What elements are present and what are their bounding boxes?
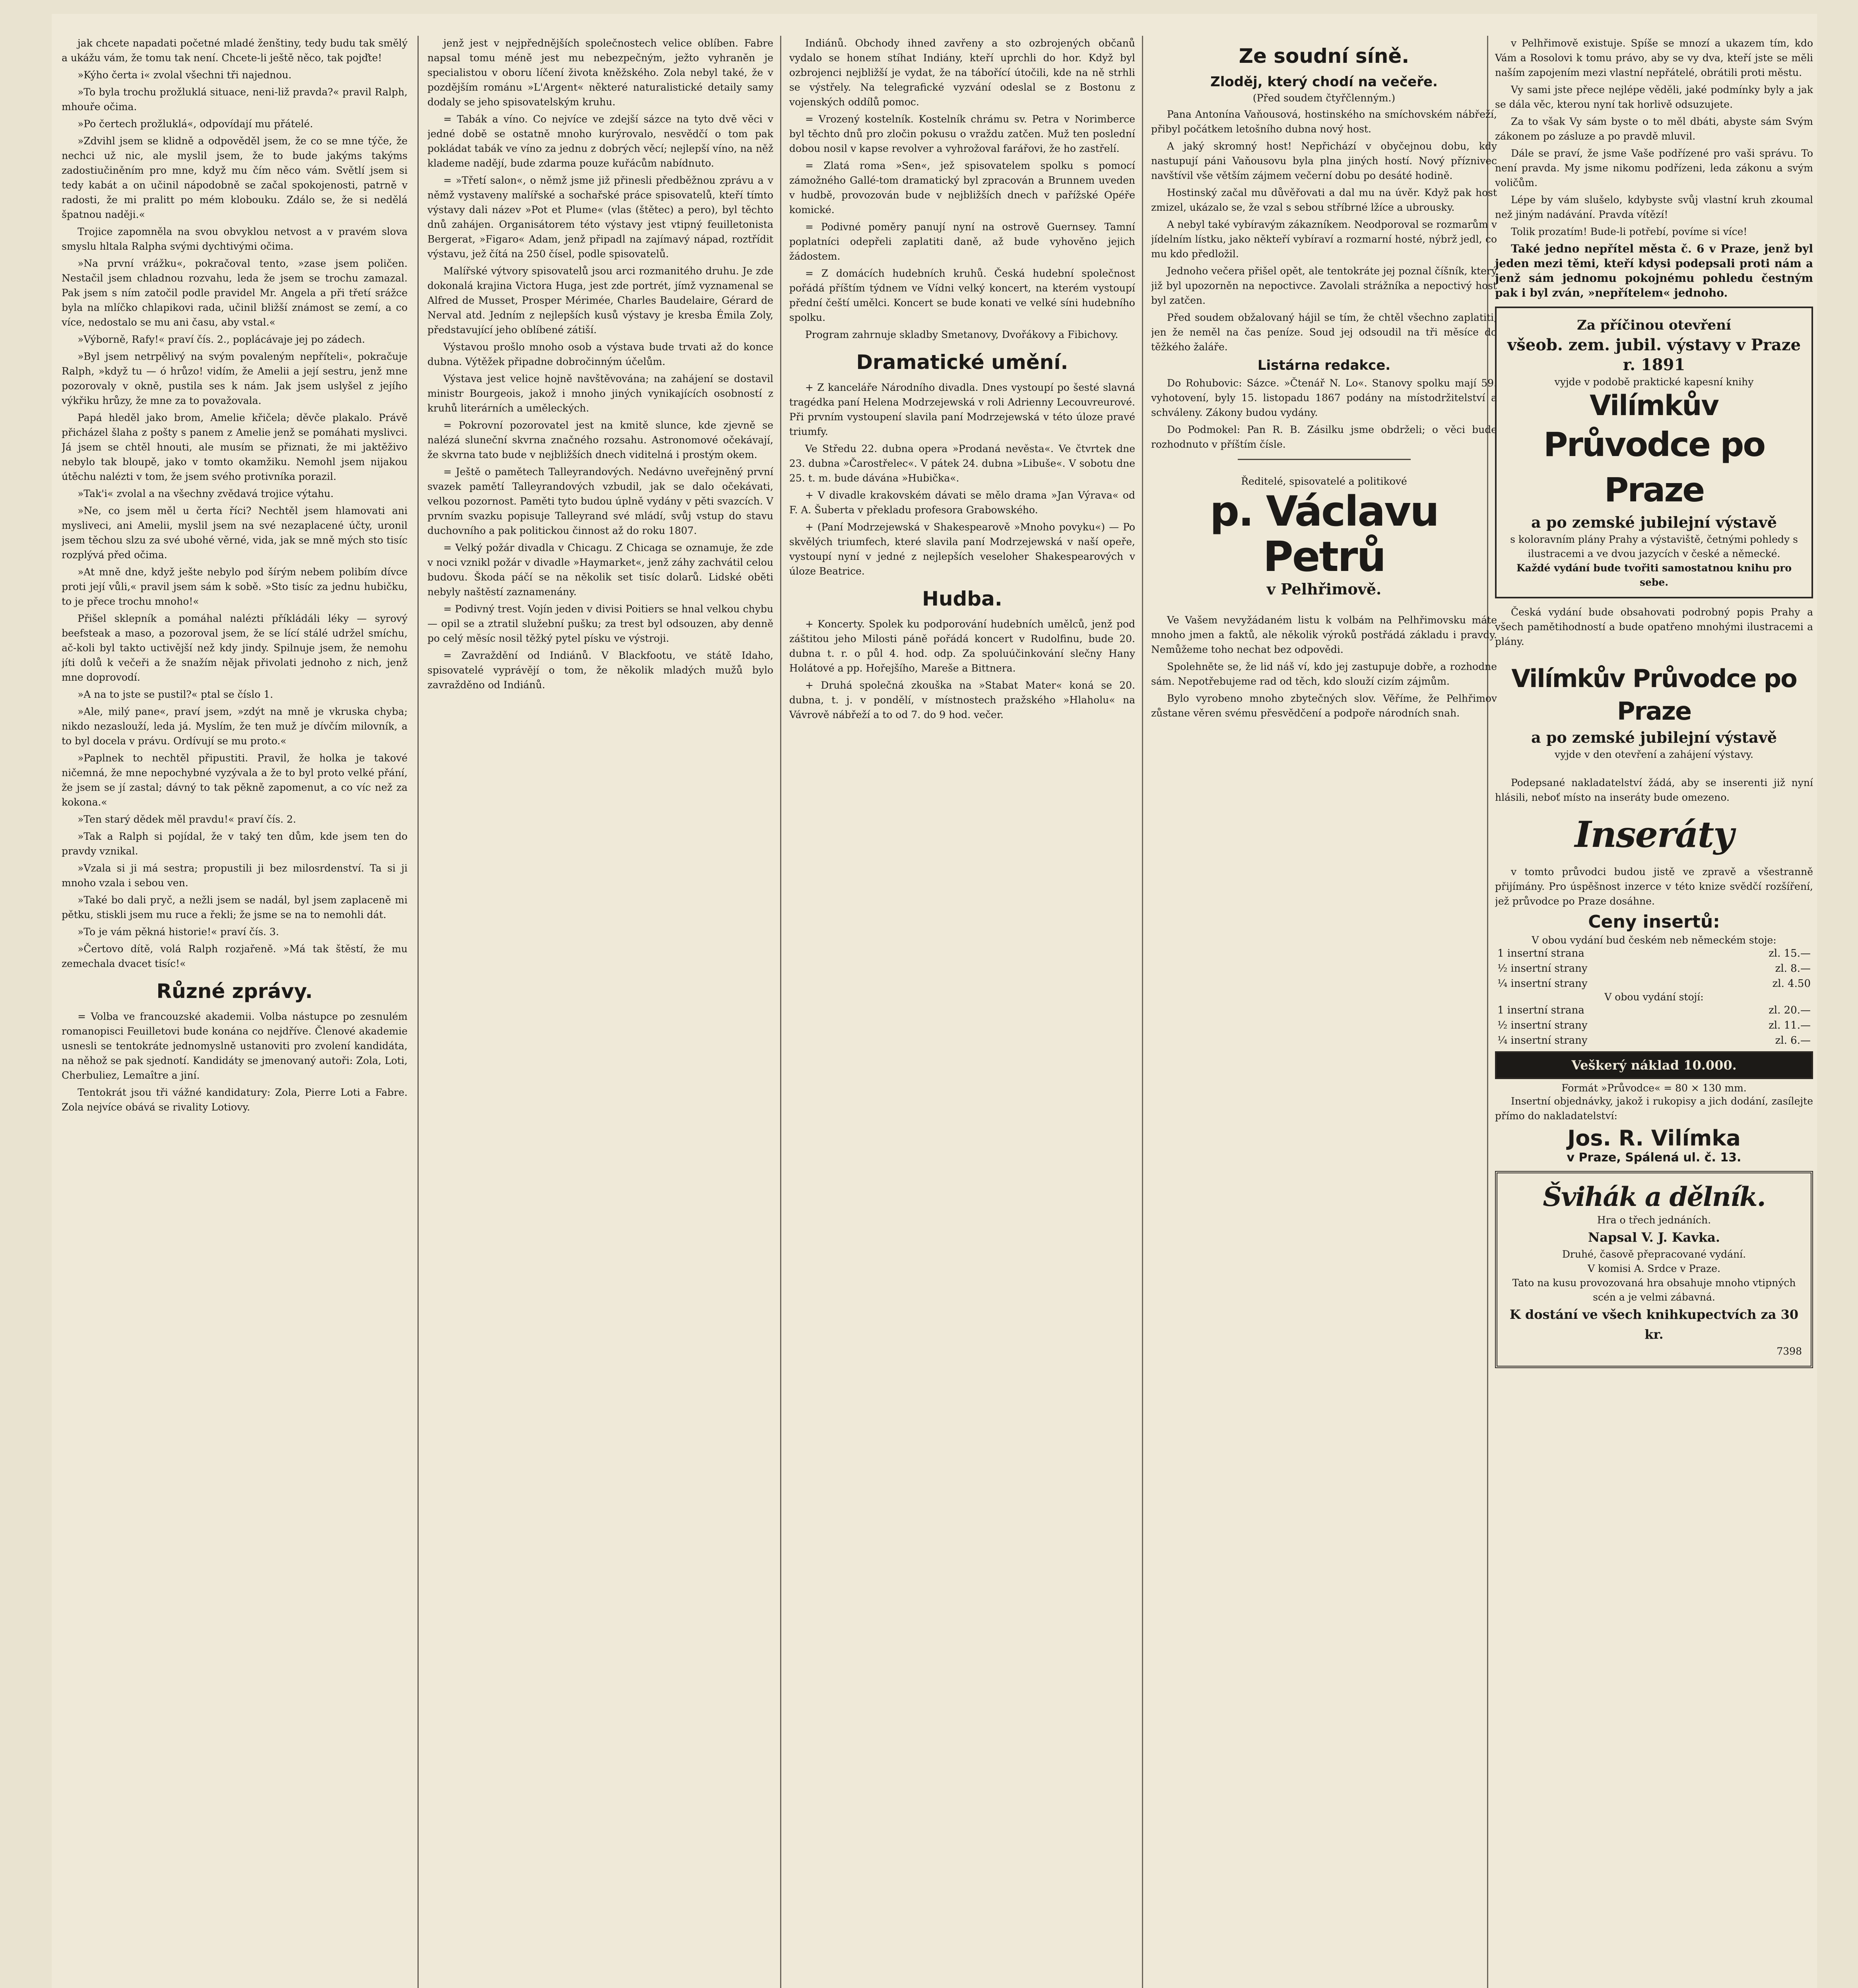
ad-line: Průvodce po Praze <box>1543 425 1765 509</box>
paragraph: = Zavraždění od Indiánů. V Blackfootu, ve státě Idaho, spisovatelé vyprávějí o tom, že několik mladých mužů bylo zavražděno od Indiánů. <box>427 650 773 691</box>
paragraph: Dále se praví, že jsme Vaše podřízené pro vaši správu. To není pravda. My jsme nikomu podřízeni, leda zákonu a svým voličům. <box>1495 148 1813 188</box>
paragraph: »Tak'i« zvolal a na všechny zvědavá trojice výtahu. <box>78 488 334 499</box>
book-title: Švihák a dělník. <box>1543 1181 1765 1212</box>
letter-item: Do Podmokel: Pan R. B. Zásilku jsme obdrželi; o věci bude rozhodnuto v příštím čísle. <box>1151 424 1497 450</box>
paragraph: »Vzala si ji má sestra; propustili ji bez milosrdenství. Ta si ji mnoho vzala i sebou ven. <box>62 862 408 889</box>
paragraph: = Podivný trest. Vojín jeden v divisi Poitiers se hnal velkou chybu — opil se a ztratil služební pušku; za trest byl odsouzen, aby denně po celý měsíc nosil těžký pytel písku ve výstroji. <box>427 603 773 644</box>
ad-line: a po zemské jubilejní výstavě <box>1531 513 1777 531</box>
article-title: Zloděj, který chodí na večeře. <box>1210 74 1438 90</box>
paragraph: = Podivné poměry panují nyní na ostrově Guernsey. Tamní poplatníci odepřeli zaplatiti daně, až bude vyhověno jejich žádostem. <box>789 221 1135 262</box>
column-1 <box>62 36 408 1988</box>
publisher-address: v Praze, Spálená ul. č. 13. <box>1567 1151 1742 1165</box>
column-3 <box>789 36 1135 1988</box>
paragraph: = Ještě o pamětech Talleyrandových. Nedávno uveřejněný první svazek pamětí Talleyrandových vzbudil, jak se dalo očekávati, velkou pozornost. Paměti tyto budou úplně vydány v pěti svazcích. V prvním svazku popisuje Talleyrand své mládí, svůj vstup do stavu duchovního a pak politickou činnost až do roku 1807. <box>427 466 773 536</box>
section-title-soudni-sin: Ze soudní síně. <box>1239 45 1410 68</box>
paragraph: »Po čertech prožluklá«, odpovídají mu přátelé. <box>78 118 313 130</box>
paragraph: Malířské výtvory spisovatelů jsou arci rozmanitého druhu. Je zde dokonalá krajina Victora Huga, jest zde portrét, jímž vyznamenal se Alfred de Musset, Prosper Mérimée, Charles Baudelaire, Gérard de Nerval atd. Jedním z nejlepších kusů výstavy je kresba Émila Zoly, představující jeho oblíbené zátiší. <box>427 265 773 336</box>
paragraph: Insertní objednávky, jakož i rukopisy a jich dodání, zasílejte přímo do nakladatelství: <box>1495 1095 1813 1122</box>
prices-subtitle: V obou vydání stojí: <box>1604 991 1704 1003</box>
paragraph: Lépe by vám slušelo, kdybyste svůj vlastní kruh zkoumal než jiným nadávání. Pravda vítězí! <box>1495 194 1813 220</box>
column-2 <box>427 36 773 1988</box>
paragraph: Ve Vašem nevyžádaném listu k volbám na Pelhřimovsku máte mnoho jmen a faktů, ale několik výroků postřádá základu i pravdy. Nemůžeme toho nechat bez odpovědi. <box>1151 614 1497 655</box>
table-row: ¼ insertní strany zl. 6.— <box>1497 1035 1811 1046</box>
section-title-ruzne-zpravy: Různé zprávy. <box>156 980 313 1003</box>
book-line: K dostání ve všech knihkupectvích za 30 kr. <box>1509 1307 1799 1342</box>
paragraph: Papá hleděl jako brom, Amelie křičela; děvče plakalo. Právě přicházel šlaha z pošty s panem z Amelie jenž se pomáhati myslivci. Já jsem se chtěl hnouti, ale musím se přiznati, že mi jaktěživo nebylo tak bloupě, jako v tomto okamžiku. Nemohl jsem nijakou útěchu nalézti v tom, že jsem svého protivníka porazil. <box>62 412 408 482</box>
news-item: = Volba ve francouzské akademii. Volba nástupce po zesnulém romanopisci Feuilletovi bude konána co nejdříve. Členové akademie usnesli se tentokráte jednomyslně ustanoviti pro zvolení kandidáta, na něhož se pak sjednotí. Kandidáty se jmenovaný autoři: Zola, Loti, Cherbuliez, Lemaître a jiní. <box>62 1011 408 1081</box>
paragraph: Vy sami jste přece nejlépe věděli, jaké podmínky byly a jak se dála věc, kterou nyní tak horlivě odsuzujete. <box>1495 84 1813 110</box>
section-title-dramaticke-umeni: Dramatické umění. <box>856 351 1068 374</box>
paragraph: Pana Antonína Vaňousová, hostinského na smíchovském nábřeží, přibyl počátkem letošního dubna nový host. <box>1151 109 1497 135</box>
ad-top-line: Ředitelé, spisovatelé a politikové <box>1241 476 1407 487</box>
book-line: Tato na kusu provozovaná hra obsahuje mnoho vtipných scén a je velmi zábavná. <box>1512 1277 1796 1303</box>
paragraph: = Zlatá roma »Sen«, jež spisovatelem spolku s pomocí zámožného Gallé-tom dramatický byl zpracován a Brunnem uveden v hudbě, provozován bude v nejbližších dnech v pařížské Opéře komické. <box>789 160 1135 215</box>
divider <box>1238 459 1411 460</box>
format-note: Formát »Průvodce« = 80 × 130 mm. <box>1561 1082 1747 1094</box>
paragraph: »Výborně, Rafy!« praví čís. 2., poplácávaje jej po zádech. <box>78 334 365 345</box>
column-rule <box>780 36 781 1988</box>
ad-line: Za příčinou otevření <box>1577 317 1731 333</box>
column-rule <box>417 36 419 1988</box>
paragraph: = Tabák a víno. Co nejvíce ve zdejší sázce na tyto dvě věci v jedné době se ostatně mnoho kurýrovalo, nesvědčí o tom pak pokládat tabák ve víno za jednu z dobrých věcí; nejlepší víno, na něž klademe nadějí, bude zdarma pouze kuřácům nabídnuto. <box>427 113 773 169</box>
paragraph: Česká vydání bude obsahovati podrobný popis Prahy a všech pamětihodností a bude opatřeno mnohými ilustracemi a plány. <box>1495 606 1813 647</box>
paragraph: »Ne, co jsem měl u čerta říci? Nechtěl jsem hlamovati ani mysliveci, ani Amelii, myslil jsem na své nezaplacené účty, uronil jsem těchou slzu za své ubohé věrné, vida, jak se mně mých sto tisíc rozplývá před očima. <box>62 505 408 561</box>
prices-title: Ceny insertů: <box>1588 912 1720 932</box>
paragraph: Podepsané nakladatelství žádá, aby se inserenti již nyní hlásili, neboť místo na inseráty bude omezeno. <box>1495 777 1813 803</box>
paragraph: »Byl jsem netrpělivý na svým povaleným nepříteli«, pokračuje Ralph, »když tu — ó hrůzo! vidím, že Amelii a její sestru, jenž mne pozorovaly v okně, pustila ses k nám. Jak jsem uslyšel z jejího výkřiku hrůzy, že mne za to považovala. <box>62 351 408 406</box>
guide-ad-2 <box>1495 655 1813 769</box>
paragraph: Spolehněte se, že lid náš ví, kdo jej zastupuje dobře, a rozhodne sám. Nepotřebujeme rad od těch, kdo slouží cizím zájmům. <box>1151 661 1497 687</box>
table-row: ½ insertní strany zl. 8.— <box>1497 963 1811 975</box>
paragraph: Jednoho večera přišel opět, ale tentokráte jej poznal číšník, který již byl upozorněn na nepoctivce. Zavolali strážníka a nepoctivý host byl zatčen. <box>1151 265 1497 306</box>
prices-subtitle: V obou vydání bud českém neb německém stoje: <box>1532 934 1776 946</box>
ad-line: Vilímkův <box>1590 389 1718 422</box>
ad-line: všeob. zem. jubil. výstavy v Praze r. 1891 <box>1507 336 1801 374</box>
ad-number: 7398 <box>1776 1345 1802 1357</box>
music-item: + Koncerty. Spolek ku podporování hudebních umělců, jenž pod záštitou jeho Milosti páně pořádá koncert v Rudolfinu, bude 20. dubna t. r. o půl 4. hod. odp. Za spoluúčinkování slečny Hany Holátové a pp. Hořejšího, Mareše a Bittnera. <box>789 618 1135 674</box>
paragraph: »A na to jste se pustil?« ptal se číslo 1. <box>78 689 273 700</box>
drama-item: + V divadle krakovském dávati se mělo drama »Jan Výrava« od F. A. Šuberta v překladu profesora Grabowského. <box>789 489 1135 516</box>
paragraph: Přišel sklepník a pomáhal nalézti příkládáli léky — syrový beefsteak a maso, a pozoroval jsem, že se lící stálé udržel smíchu, ač-koli byl takto uctivější než kdy jindy. Spilnuje jsem, že nemohu jíti dolů k večeři a že snažím nějak přivolati jednoho z nich, jenž mne doprovodí. <box>62 613 408 683</box>
publisher-name: Jos. R. Vilímka <box>1567 1126 1741 1151</box>
ad-name: p. Václavu Petrů <box>1210 487 1439 581</box>
column-rule <box>1142 36 1143 1988</box>
table-row: ¼ insertní strany zl. 4.50 <box>1497 978 1811 990</box>
paragraph: = Pokrovní pozorovatel jest na kmitě slunce, kde zjevně se nalézá sluneční skvrna značného rozsahu. Astronomové očekávají, že skvrna tato bude v nejbližších dnech viditelná i prostým okem. <box>427 419 773 460</box>
column-5 <box>1495 36 1813 1988</box>
article-subtitle: (Před soudem čtyřčlenným.) <box>1252 92 1396 104</box>
ad-line: vyjde v podobě praktické kapesní knihy <box>1554 376 1754 388</box>
table-row: 1 insertní strana zl. 20.— <box>1497 1004 1811 1016</box>
column-4 <box>1151 36 1497 1988</box>
paragraph: v Pelhřimově existuje. Spíše se mnozí a ukazem tím, kdo Vám a Rosolovi k tomu právo, aby se vy dva, kteří jste se měli naším zapojením mezi vlastní nepřátelé, obrátili proti městu. <box>1495 37 1813 78</box>
paragraph: Hostinský začal mu důvěřovati a dal mu na úvěr. Když pak host zmizel, ukázalo se, že vzal s sebou stříbrné lžíce a ubrousky. <box>1151 187 1497 213</box>
paragraph: Výstavou prošlo mnoho osob a výstava bude trvati až do konce dubna. Výtěžek připadne dobročinným účelům. <box>427 341 773 367</box>
inserts-heading <box>1495 811 1813 858</box>
paragraph: »Čertovo dítě, volá Ralph rozjařeně. »Má tak štěstí, že mu zemechala dvacet tisíc!« <box>62 943 408 969</box>
paragraph: = »Třetí salon«, o němž jsme již přinesli předběžnou zprávu a v němž vystaveny malířské a sochařské práce spisovatelů, kteří tímto výstavy dali název »Pot et Plume« (vlas (štětec) a pero), byl těchto dnů zahájen. Organisátorem této výstavy jest vtipný feuilletonista Bergerat, »Figaro« Adam, jenž připadl na zajímavý nápad, roztřídit výstavu, jež čítá na 250 čísel, podle spisovatelů. <box>427 175 773 260</box>
paragraph: »Ten starý dědek měl pravdu!« praví čís. 2. <box>78 813 296 825</box>
paragraph: jak chcete napadati početné mladé ženštiny, tedy budu tak smělý a ukážu vám, že tomu tak není. Chcete-li ještě něco, tak pojďte! <box>62 37 408 64</box>
ad-place: v Pelhřimově. <box>1266 580 1382 598</box>
book-ad <box>1495 1171 1813 1368</box>
ad-line: a po zemské jubilejní výstavě <box>1531 728 1777 746</box>
book-line: Hra o třech jednáních. <box>1597 1214 1711 1226</box>
section-title-listarna: Listárna redakce. <box>1257 357 1391 373</box>
open-letter-ad <box>1151 467 1497 606</box>
music-item: + Druhá společná zkouška na »Stabat Mater« koná se 20. dubna, t. j. v pondělí, v místnostech pražského »Hlaholu« na Vávrově nábřeží a to od 7. do 9 hod. večer. <box>789 679 1135 720</box>
drama-item: + Z kanceláře Národního divadla. Dnes vystoupí po šesté slavná tragédka paní Helena Modrzejewská v roli Adrienny Lecouvreurové. Při prvním vystoupení slavila paní Modrzejewská v této úloze pravé triumfy. <box>789 382 1135 437</box>
paragraph: »Na první vrážku«, pokračoval tento, »zase jsem poličen. Nestačil jsem chladnou rozvahu, leda že jsem se trochu zamazal. Pak jsem s ním zatočil podle pravidel Mr. Angela a při třetí srážce byla na mlíčko chlapikovi rada, učinil bližší známost se zemí, a co více, nedostalo se mu ani času, aby vstal.« <box>62 258 408 328</box>
book-line: V komisi A. Srdce v Praze. <box>1587 1263 1721 1274</box>
price-table <box>1495 946 1813 991</box>
notice: Také jedno nepřítel města č. 6 v Praze, jenž byl jeden mezi těmi, kteří kdysi podepsali proti nám a jenž sám jednomu pokojnému pohledu čestným pak i byl zván, »nepřítelem« jednoho. <box>1495 242 1813 299</box>
guide-ad-1 <box>1495 307 1813 598</box>
paragraph: = Velký požár divadla v Chicagu. Z Chicaga se oznamuje, že zde v noci vznikl požár v divadle »Haymarket«, jenž záhy zachvátil celou budovu. Škoda páčí se na několik set tisíc dolarů. Lidské oběti nebyly naštěstí zaznamenány. <box>427 542 773 598</box>
drama-item: Ve Středu 22. dubna opera »Prodaná nevěsta«. Ve čtvrtek dne 23. dubna »Čarostřelec«. V pátek 24. dubna »Libuše«. V sobotu dne 25. t. m. bude dávána »Hubička«. <box>789 443 1135 484</box>
paragraph: = Vrozený kostelník. Kostelník chrámu sv. Petra v Norimberce byl těchto dnů pro zločin pokusu o vraždu zatčen. Muž ten poslední dobou nosil v kapse revolver a vyhrožoval farářovi, že ho zastřelí. <box>789 113 1135 154</box>
paragraph: jenž jest v nejpřednějších společnostech velice oblíben. Fabre napsal tomu méně jest mu nebezpečným, ježto vyhraněn je specialistou v oboru líčení života kněžského. Zola nebyl také, že v pozdějším románu »L'Argent« některé naturalistické detaily samy dodaly se jeho spisovatelským kruhu. <box>427 37 773 108</box>
ad-line: Vilímkův Průvodce po Praze <box>1511 664 1797 726</box>
paragraph: Bylo vyrobeno mnoho zbytečných slov. Věříme, že Pelhřimov zůstane věren svému přesvědčení a podpoře národních snah. <box>1151 693 1497 719</box>
book-line: Napsal V. J. Kavka. <box>1588 1230 1720 1245</box>
news-item: Tentokrát jsou tři vážné kandidatury: Zola, Pierre Loti a Fabre. Zola nejvíce obává se rivality Lotiovy. <box>62 1087 408 1113</box>
paragraph: »At mně dne, když ješte nebylo pod šírým nebem polibím dívce proti její vůli,« pravil jsem sám k sobě. »Sto tisíc za jednu hubičku, to je přece trochu mnoho!« <box>62 566 408 607</box>
ad-line: Každé vydání bude tvořiti samostatnou knihu pro sebe. <box>1516 562 1792 588</box>
paragraph: »To je vám pěkná historie!« praví čís. 3. <box>78 926 279 938</box>
paragraph: Před soudem obžalovaný hájil se tím, že chtěl všechno zaplatiti, jen že neměl na čas peníze. Soud jej odsoudil na tři měsíce do těžkého žaláře. <box>1151 312 1497 353</box>
section-title-hudba: Hudba. <box>922 587 1002 610</box>
paragraph: A jaký skromný host! Nepřichází v obyčejnou dobu, kdy nastupují páni Vaňousovu byla plna jiných hostí. Nový příznivec navštívil vše větším zájmem večerní dobu po desáté hodině. <box>1151 140 1497 181</box>
table-row: 1 insertní strana zl. 15.— <box>1497 947 1811 959</box>
paragraph: A nebyl také vybíravým zákazníkem. Neodporoval se rozmarům v jídelním lístku, jako někteří vybíraví a rozmarní hosté, nýbrž jedl, co mu kdo předložil. <box>1151 219 1497 260</box>
paragraph: Program zahrnuje skladby Smetanovy, Dvořákovy a Fibichovy. <box>805 329 1118 340</box>
paragraph: »Paplnek to nechtěl připustiti. Pravil, že holka je takové ničemná, že mne nepochybné vyzývala a že to byl proto velké přání, že jsem se jí zastal; dávný to tak pěkně zapomenut, a co víc než za kokona.« <box>62 752 408 808</box>
ad-line: Inseráty <box>1575 813 1734 856</box>
paragraph: Indiánů. Obchody ihned zavřeny a sto ozbrojených občanů vydalo se honem stíhat Indiány, kteří uprchli do hor. Když byl ozbrojenci nejbližší je vydat, že na tábořící útočili, kde na ně strhli se výstřely. Na telegrafické vyzvání odeslal se z Bostonu z vojenských oddílů pomoc. <box>789 37 1135 108</box>
paragraph: v tomto průvodci budou jistě ve zpravě a všestranně přijímány. Pro úspěšnost inzerce v této knize svědčí rozšíření, jež průvodce po Praze dosáhne. <box>1495 866 1813 907</box>
paragraph: Tolik prozatím! Bude-li potřebí, povíme si více! <box>1511 226 1747 237</box>
ad-line: s koloravním plány Prahy a výstaviště, četnými pohledy s ilustracemi a ve dvou jazycích v české a německé. <box>1510 534 1798 559</box>
paragraph: »Kýho čerta i« zvolal všechni tři najednou. <box>78 69 292 81</box>
total-copies: Veškerý náklad 10.000. <box>1571 1058 1737 1073</box>
paragraph: »To byla trochu prožluklá situace, neni-liž pravda?« pravil Ralph, mhouře očima. <box>62 86 408 113</box>
paragraph: = Z domácích hudebních kruhů. Česká hudební společnost pořádá příštím týdnem ve Vídni velký koncert, na kterém vystoupí přední čeští umělci. Koncert se bude konati ve velké síni hudebního spolku. <box>789 268 1135 323</box>
paragraph: Za to však Vy sám byste o to měl dbáti, abyste sám Svým zákonem po zásluze a po pravdě mluvil. <box>1495 116 1813 142</box>
ad-line: vyjde v den otevření a zahájení výstavy. <box>1555 749 1753 760</box>
paragraph: »Tak a Ralph si pojídal, že v taký ten dům, kde jsem ten do pravdy vznikal. <box>62 831 408 857</box>
letter-item: Do Rohubovic: Sázce. »Čtenář N. Lo«. Stanovy spolku mají 59. vyhotovení, byly 15. listopadu 1867 podány na místodržitelství a schváleny. Zákony budou vydány. <box>1151 377 1497 418</box>
book-line: Druhé, časově přepracované vydání. <box>1562 1248 1746 1260</box>
paragraph: »Zdvihl jsem se klidně a odpověděl jsem, že co se mne týče, že nechci už nic, ale myslil jsem, že to bude jakýms takýms zadostiučiněním pro mne, když mu čím něco vám. Světlí jsem si tedy kabát a on učinil nápodobně se začal spokojenosti, patrně v radosti, že mi pralitt po mém klobouku. Zdálo se, že si nedělá špatnou naději.« <box>62 135 408 220</box>
price-table <box>1495 1003 1813 1048</box>
paragraph: Výstava jest velice hojně navštěvována; na zahájení se dostavil ministr Bourgeois, jakož i mnoho jiných vynikajících osobností z kruhů literárních a uměleckých. <box>427 373 773 414</box>
paragraph: »Také bo dali pryč, a nežli jsem se nadál, byl jsem zaplaceně mi pětku, stiskli jsem mu ruce a řekli; že jsme se na to nemohli dát. <box>62 894 408 920</box>
total-banner <box>1495 1051 1813 1079</box>
drama-item: + (Paní Modrzejewská v Shakespearově »Mnoho povyku«) — Po skvělých triumfech, které slavila paní Modrzejewská v naší opeře, vystoupí nyní v jedné z nejlepších veseloher Shakespearových v úloze Beatrice. <box>789 521 1135 577</box>
table-row: ½ insertní strany zl. 11.— <box>1497 1019 1811 1031</box>
paragraph: Trojice zapomněla na svou obvyklou netvost a v pravém slova smyslu hltala Ralpha svými dychtivými očima. <box>62 226 408 252</box>
paragraph: »Ale, milý pane«, praví jsem, »zdýt na mně je vkruska chyba; nikdo nezaslouží, leda já. Myslím, že ten muž je dívčím milovník, a to byl docela v právu. Ordívují se mu proto.« <box>62 706 408 747</box>
